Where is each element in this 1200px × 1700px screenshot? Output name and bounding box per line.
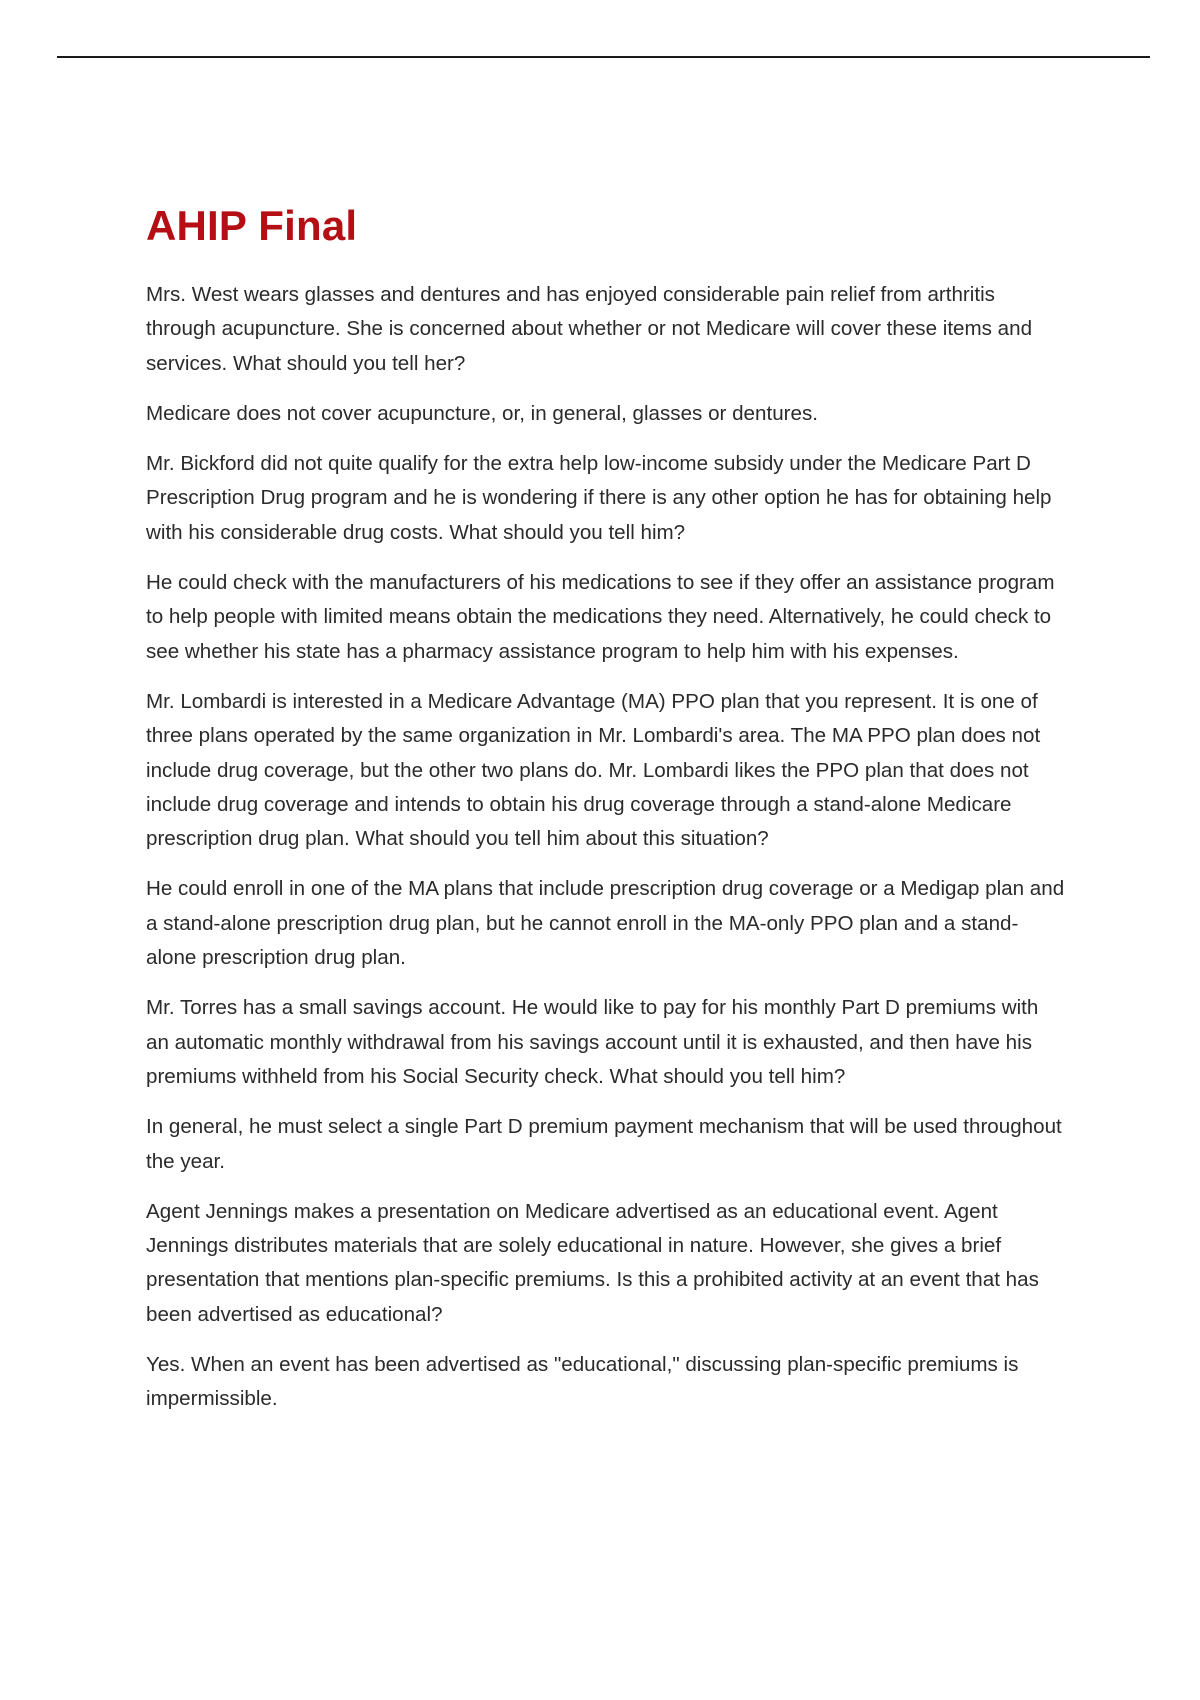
answer-paragraph: In general, he must select a single Part D premium payment mechanism that will be used throughout the year. — [146, 1115, 1062, 1173]
answer-paragraph: He could enroll in one of the MA plans that include prescription drug coverage or a Medigap plan and a stand-alone prescription drug plan, but he cannot enroll in the MA-only PPO plan and a stand-alone prescription drug plan. — [146, 877, 1065, 970]
header-rule — [57, 56, 1150, 58]
document-title: AHIP Final — [146, 202, 358, 249]
answer-paragraph: He could check with the manufacturers of his medications to see if they offer an assistance program to help people with limited means obtain the medications they need. Alternatively, he could check to see whether his state has a pharmacy assistance program to help him with his expenses. — [146, 571, 1055, 663]
question-paragraph: Mr. Bickford did not quite qualify for the extra help low-income subsidy under the Medicare Part D Prescription Drug program and he is wondering if there is any other option he has for obtaining help with his considerable drug costs. What should you tell him? — [146, 452, 1052, 544]
question-paragraph: Agent Jennings makes a presentation on Medicare advertised as an educational event. Agent Jennings distributes materials that are solely educational in nature. However, she gives a brief presentation that mentions plan-specific premiums. Is this a prohibited activity at an event that has been advertised as educational? — [146, 1199, 1039, 1326]
answer-paragraph: Medicare does not cover acupuncture, or, in general, glasses or dentures. — [146, 401, 818, 425]
question-paragraph: Mr. Lombardi is interested in a Medicare Advantage (MA) PPO plan that you represent. It is one of three plans operated by the same organization in Mr. Lombardi's area. The MA PPO plan does not include drug coverage, but the other two plans do. Mr. Lombardi likes the PPO plan that does not include drug coverage and intends to obtain his drug coverage through a stand-alone Medicare prescription drug plan. What should you tell him about this situation? — [146, 689, 1041, 851]
question-paragraph: Mr. Torres has a small savings account. He would like to pay for his monthly Part D premiums with an automatic monthly withdrawal from his savings account until it is exhausted, and then have his premiums withheld from his Social Security check. What should you tell him? — [146, 996, 1039, 1088]
document-body — [146, 196, 1066, 1433]
question-paragraph: Mrs. West wears glasses and dentures and has enjoyed considerable pain relief from arthritis through acupuncture. She is concerned about whether or not Medicare will cover these items and services. What should you tell her? — [146, 283, 1033, 375]
answer-paragraph: Yes. When an event has been advertised as "educational," discussing plan-specific premiums is impermissible. — [146, 1353, 1019, 1411]
